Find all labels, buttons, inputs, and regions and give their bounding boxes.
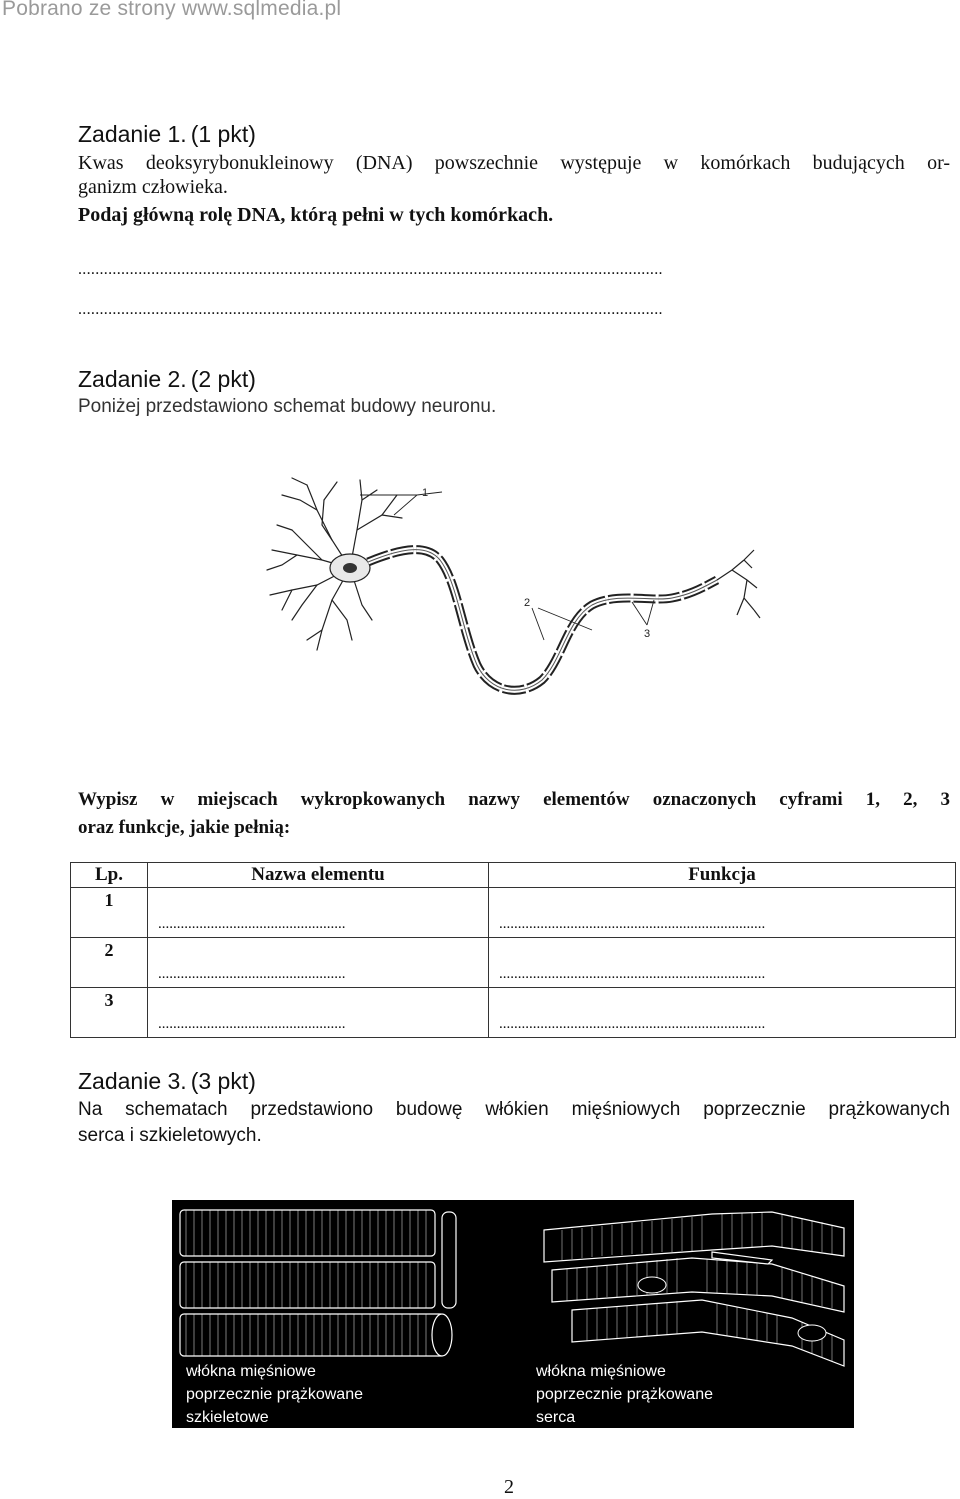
neuron-label-3: 3	[644, 628, 651, 640]
task1-question: Podaj główną rolę DNA, którą pełni w tych komórkach.	[78, 204, 554, 226]
task2-heading	[78, 365, 950, 393]
answer-table	[70, 862, 956, 1038]
neuron-label-2: 2	[524, 597, 531, 609]
task2-points: (2 pkt)	[190, 366, 256, 392]
table-row	[71, 988, 956, 1038]
task2-intro: Poniżej przedstawiono schemat budowy neuronu.	[78, 396, 497, 417]
row-lp: 3	[104, 990, 114, 1010]
task3-text-line1: Na schematach przedstawiono budowę włókien mięśniowych poprzecznie prążkowanych	[78, 1099, 950, 1120]
row-name-cell[interactable]	[148, 888, 489, 938]
task1-heading	[78, 120, 950, 148]
row-name-dots: ..................................................	[158, 1016, 346, 1032]
neuron-diagram	[262, 470, 762, 706]
table-row	[71, 888, 956, 938]
task1-answer-line2[interactable]: ........................................................................................................................................	[78, 301, 663, 318]
task1-answer-line1[interactable]: ........................................................................................................................................	[78, 261, 663, 278]
page-number: 2	[504, 1476, 514, 1498]
row-function-cell[interactable]	[489, 938, 956, 988]
answer-table-header	[71, 863, 956, 888]
row-function-cell[interactable]	[489, 888, 956, 938]
caption-cardiac-line2: poprzecznie prążkowane	[536, 1386, 713, 1403]
header-function: Funkcja	[489, 863, 956, 888]
row-function-dots: .......................................................................	[499, 1016, 766, 1032]
header-name: Nazwa elementu	[148, 863, 489, 888]
table-row	[71, 938, 956, 988]
row-name-dots: ..................................................	[158, 966, 346, 982]
caption-skeletal-line1: włókna mięśniowe	[186, 1363, 316, 1380]
row-name-cell[interactable]	[148, 988, 489, 1038]
row-function-cell[interactable]	[489, 988, 956, 1038]
row-function-dots: .......................................................................	[499, 916, 766, 932]
task3-text-line2: serca i szkieletowych.	[78, 1125, 262, 1146]
task3-points: (3 pkt)	[190, 1068, 256, 1094]
task2-title: Zadanie 2.	[78, 366, 187, 392]
task3-title: Zadanie 3.	[78, 1068, 187, 1094]
task1-title: Zadanie 1.	[78, 121, 187, 147]
neuron-label-1: 1	[422, 487, 429, 499]
row-function-dots: .......................................................................	[499, 966, 766, 982]
header-lp: Lp.	[71, 863, 148, 888]
task1-text-line1: Kwas deoksyrybonukleinowy (DNA) powszechnie występuje w komórkach budujących or-	[78, 152, 950, 174]
task1-text	[78, 151, 950, 199]
task3-text	[78, 1097, 950, 1149]
row-lp: 1	[104, 890, 114, 910]
watermark: Pobrano ze strony www.sqlmedia.pl	[2, 0, 342, 20]
caption-skeletal-line2: poprzecznie prążkowane	[186, 1386, 363, 1403]
caption-cardiac-line3: serca	[536, 1409, 576, 1426]
muscle-fibers-figure	[172, 1200, 854, 1428]
task2-instruction-line2: oraz funkcje, jakie pełnią:	[78, 817, 291, 838]
task1-text-line2: ganizm człowieka.	[78, 176, 228, 198]
caption-skeletal-line3: szkieletowe	[186, 1409, 269, 1426]
row-name-cell[interactable]	[148, 938, 489, 988]
row-name-dots: ..................................................	[158, 916, 346, 932]
task2-instruction	[78, 786, 950, 842]
task1-points: (1 pkt)	[190, 121, 256, 147]
task3-heading	[78, 1067, 950, 1095]
caption-cardiac-line1: włókna mięśniowe	[536, 1363, 666, 1380]
row-lp: 2	[104, 940, 114, 960]
task2-instruction-line1: Wypisz w miejscach wykropkowanych nazwy elementów oznaczonych cyframi 1, 2, 3	[78, 789, 950, 810]
